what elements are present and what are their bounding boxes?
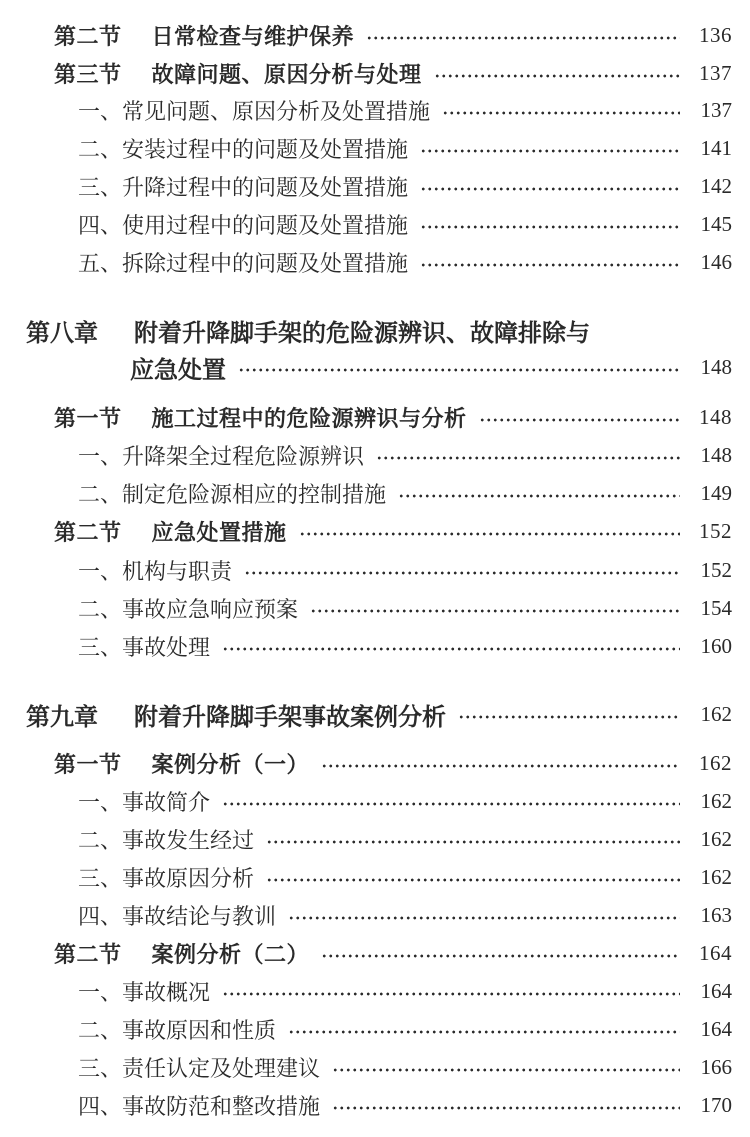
dot-leader <box>238 368 680 372</box>
page-number: 164 <box>700 978 732 1003</box>
toc-entry[interactable] <box>78 972 732 1010</box>
toc-entry[interactable] <box>78 551 732 589</box>
toc-entry[interactable] <box>54 934 732 972</box>
entry-number: 第一节 <box>54 751 122 778</box>
dot-leader <box>222 802 680 806</box>
toc-entry[interactable] <box>130 347 732 387</box>
entry-number: 三、 <box>78 866 123 892</box>
entry-title: 应急处置措施 <box>151 519 287 546</box>
entry-title: 制定危险源相应的控制措施 <box>122 482 387 508</box>
entry-number: 一、 <box>78 444 123 470</box>
toc-entry[interactable] <box>78 1010 732 1048</box>
entry-title: 机构与职责 <box>122 559 233 585</box>
toc-entry[interactable] <box>54 512 732 550</box>
entry-title: 附着升降脚手架事故案例分析 <box>134 701 446 731</box>
page-number: 164 <box>700 1016 732 1041</box>
page-number: 148 <box>700 442 732 467</box>
page-number: 164 <box>699 940 732 965</box>
entry-title: 附着升降脚手架的危险源辨识、故障排除与 <box>134 317 590 347</box>
entry-title: 案例分析（二） <box>151 941 310 968</box>
dot-leader <box>332 1068 680 1072</box>
entry-number: 四、 <box>78 904 123 930</box>
toc-entry[interactable] <box>78 1086 732 1124</box>
entry-title: 升降架全过程危险源辨识 <box>122 444 365 470</box>
page-number: 162 <box>700 864 732 889</box>
dot-leader <box>398 494 680 498</box>
toc-entry[interactable] <box>78 243 732 281</box>
page-number: 152 <box>699 518 732 543</box>
page-number: 142 <box>700 173 732 198</box>
toc-entry[interactable] <box>54 16 732 54</box>
dot-leader <box>321 954 680 958</box>
toc-entry[interactable] <box>78 436 732 474</box>
entry-number: 二、 <box>78 1018 123 1044</box>
entry-title: 案例分析（一） <box>151 751 310 778</box>
entry-number: 二、 <box>78 137 123 163</box>
toc-entry[interactable] <box>54 744 732 782</box>
entry-title: 事故发生经过 <box>122 828 255 854</box>
page-number: 166 <box>700 1054 732 1079</box>
page-number: 162 <box>700 826 732 851</box>
entry-number: 第三节 <box>54 61 122 88</box>
dot-leader <box>332 1106 680 1110</box>
entry-number: 二、 <box>78 828 123 854</box>
toc-entry[interactable] <box>78 474 732 512</box>
entry-number: 第九章 <box>26 701 98 731</box>
toc-entry[interactable] <box>78 91 732 129</box>
dot-leader <box>420 225 680 229</box>
entry-number: 三、 <box>78 1056 123 1082</box>
page-number: 149 <box>700 480 732 505</box>
page-number: 154 <box>700 595 732 620</box>
dot-leader <box>376 456 680 460</box>
toc-entry[interactable] <box>78 627 732 665</box>
toc-entry[interactable] <box>78 1048 732 1086</box>
toc-entry[interactable] <box>54 54 732 92</box>
dot-leader <box>321 764 680 768</box>
page-number: 162 <box>700 701 732 726</box>
toc-entry[interactable] <box>78 820 732 858</box>
entry-title: 拆除过程中的问题及处置措施 <box>122 251 409 277</box>
entry-title: 事故处理 <box>122 635 211 661</box>
entry-title: 故障问题、原因分析与处理 <box>151 61 422 88</box>
dot-leader <box>420 149 680 153</box>
entry-number: 第二节 <box>54 941 122 968</box>
entry-title: 事故应急响应预案 <box>122 597 299 623</box>
entry-number: 二、 <box>78 597 123 623</box>
page-number: 162 <box>700 788 732 813</box>
entry-title: 日常检查与维护保养 <box>151 23 355 50</box>
toc-entry[interactable] <box>78 858 732 896</box>
toc-entry[interactable] <box>54 398 732 436</box>
entry-number: 三、 <box>78 635 123 661</box>
entry-number: 第一节 <box>54 405 122 432</box>
dot-leader <box>266 878 680 882</box>
entry-title: 施工过程中的危险源辨识与分析 <box>151 405 467 432</box>
toc-entry[interactable] <box>78 205 732 243</box>
entry-number: 一、 <box>78 790 123 816</box>
page-number: 146 <box>700 249 732 274</box>
page-number: 137 <box>699 60 732 85</box>
dot-leader <box>288 916 680 920</box>
dot-leader <box>479 418 680 422</box>
entry-number: 一、 <box>78 559 123 585</box>
chapter-heading[interactable] <box>26 694 732 734</box>
page-number: 141 <box>700 135 732 160</box>
toc-entry[interactable] <box>78 782 732 820</box>
dot-leader <box>266 840 680 844</box>
page-number: 137 <box>700 97 732 122</box>
entry-number: 第二节 <box>54 519 122 546</box>
entry-title: 应急处置 <box>130 354 226 384</box>
entry-number: 二、 <box>78 482 123 508</box>
entry-title: 事故原因分析 <box>122 866 255 892</box>
page-number: 170 <box>700 1092 732 1117</box>
page-number: 145 <box>700 211 732 236</box>
dot-leader <box>366 36 680 40</box>
toc-entry[interactable] <box>78 129 732 167</box>
entry-title: 安装过程中的问题及处置措施 <box>122 137 409 163</box>
page-number: 152 <box>700 557 732 582</box>
entry-number: 四、 <box>78 1094 123 1120</box>
entry-number: 第二节 <box>54 23 122 50</box>
entry-title: 事故防范和整改措施 <box>122 1094 321 1120</box>
entry-title: 事故概况 <box>122 980 211 1006</box>
page-number: 148 <box>699 404 732 429</box>
entry-number: 第八章 <box>26 317 98 347</box>
dot-leader <box>420 263 680 267</box>
entry-title: 使用过程中的问题及处置措施 <box>122 213 409 239</box>
dot-leader <box>434 74 680 78</box>
page-number: 136 <box>699 22 732 47</box>
entry-title: 事故结论与教训 <box>122 904 277 930</box>
toc-entry[interactable] <box>78 167 732 205</box>
entry-title: 事故原因和性质 <box>122 1018 277 1044</box>
dot-leader <box>222 647 680 651</box>
entry-title: 升降过程中的问题及处置措施 <box>122 175 409 201</box>
dot-leader <box>222 992 680 996</box>
entry-number: 三、 <box>78 175 123 201</box>
dot-leader <box>288 1030 680 1034</box>
dot-leader <box>299 532 680 536</box>
toc-entry[interactable] <box>78 589 732 627</box>
page-number: 148 <box>700 354 732 379</box>
entry-title: 事故简介 <box>122 790 211 816</box>
page-number: 162 <box>699 750 732 775</box>
dot-leader <box>310 609 680 613</box>
page-number: 163 <box>700 902 732 927</box>
entry-title: 常见问题、原因分析及处置措施 <box>122 99 431 125</box>
entry-title: 责任认定及处理建议 <box>122 1056 321 1082</box>
entry-number: 一、 <box>78 980 123 1006</box>
dot-leader <box>244 571 680 575</box>
dot-leader <box>442 111 680 115</box>
toc-entry[interactable] <box>78 896 732 934</box>
entry-number: 四、 <box>78 213 123 239</box>
entry-number: 一、 <box>78 99 123 125</box>
dot-leader <box>420 187 680 191</box>
page-number: 160 <box>700 633 732 658</box>
entry-number: 五、 <box>78 251 123 277</box>
chapter-heading[interactable] <box>26 310 732 350</box>
dot-leader <box>458 715 680 719</box>
